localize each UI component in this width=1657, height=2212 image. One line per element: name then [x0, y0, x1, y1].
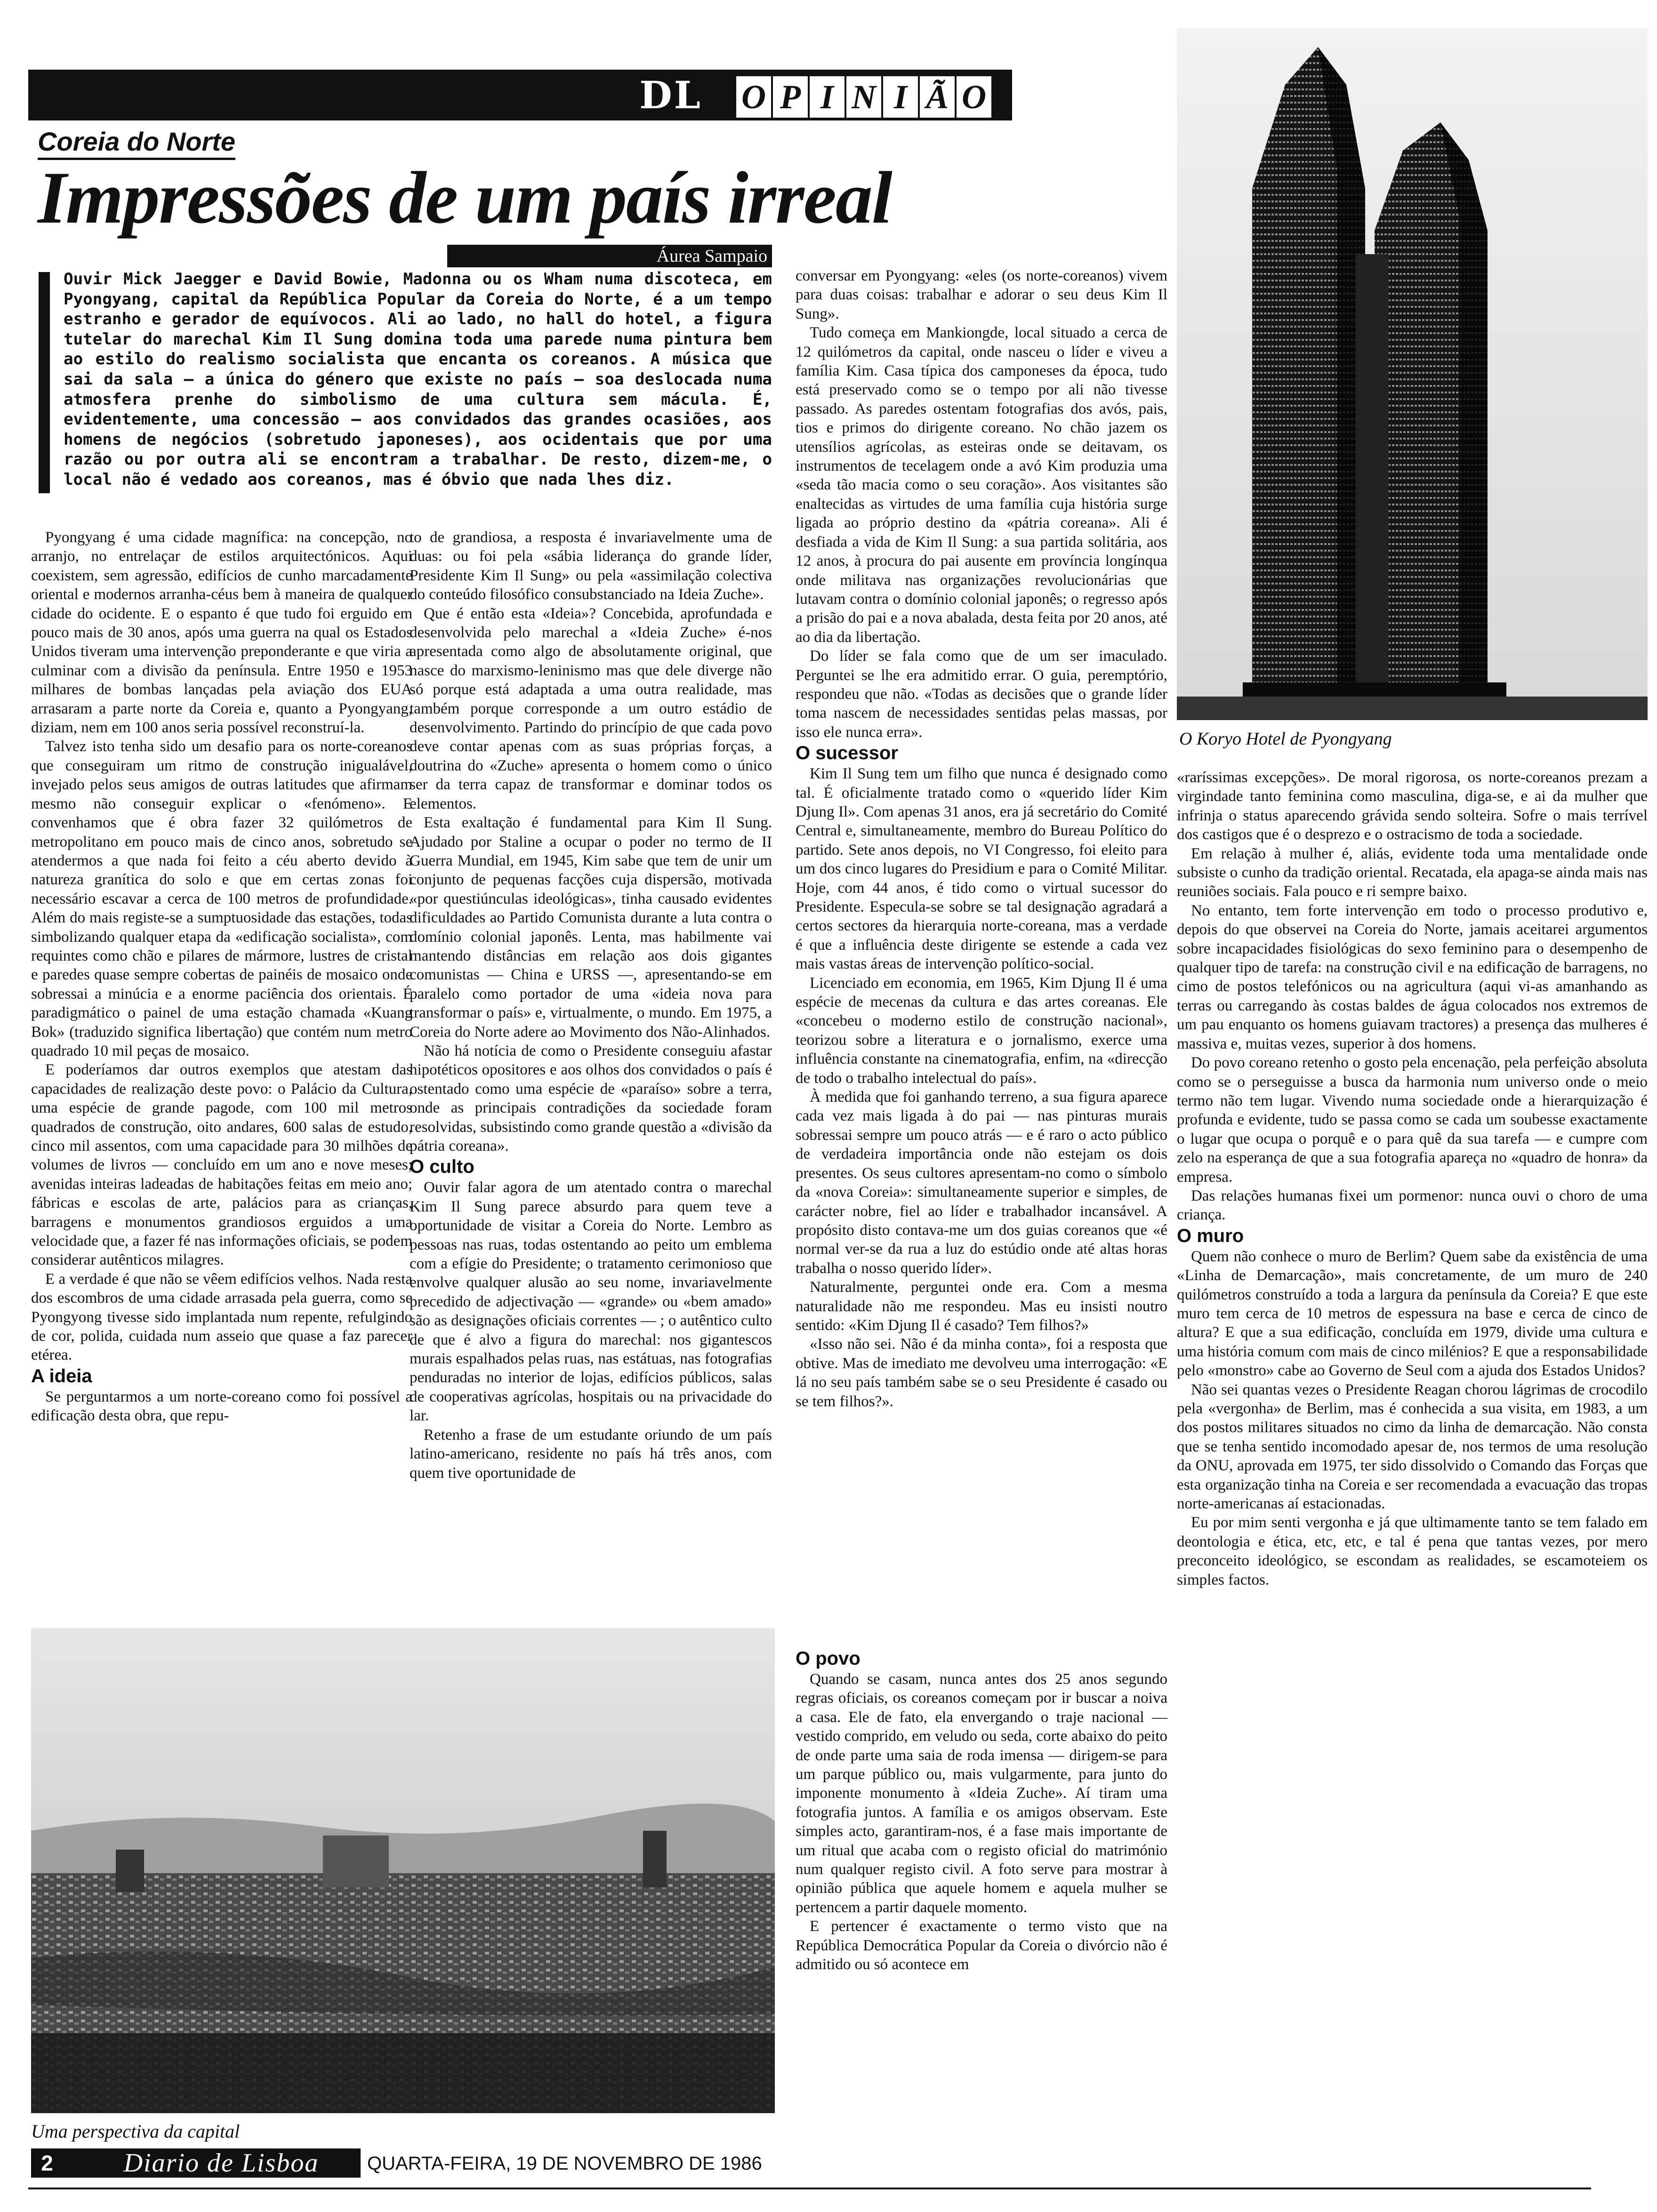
- paragraph: Kim Il Sung tem um filho que nunca é designado como tal. É oficialmente tratado como o «querido líder Kim Djung Il». Com apenas 31 anos, era já secretário do Comité Central e, simultaneamente, membro do Bureau Político do partido. Sete anos depois, no VI Congresso, foi eleito para um dos cinco lugares do Presidium e para o Comité Militar. Hoje, com 44 anos, é tido como o virtual sucessor do Presidente. Especula-se sobre se tal designação agradará a certos sectores da hierarquia norte-coreana, mas a verdade é que a influência deste dirigente se estende a cada vez mais vastas áreas de intervenção político-social.: [796, 765, 1167, 973]
- article-column-4: [796, 1647, 1167, 1974]
- subheading: O culto: [410, 1156, 475, 1178]
- paragraph: Não há notícia de como o Presidente conseguiu afastar hipotéticos opositores e aos olhos dos convidados o país é ostentado como uma espécie de «paraíso» sobre a terra, onde as principais contradições da sociedade foram resolvidas, subsistindo como grande questão a «divisão da pátria coreana».: [410, 1042, 772, 1154]
- section-title-letter: O: [734, 74, 773, 120]
- paragraph: Licenciado em economia, em 1965, Kim Djung Il é uma espécie de mecenas da cultura e das artes coreanas. Ele «concebeu o moderno estilo de construção nacional», teorizou sobre a literatura e o jornalismo, exerce uma influência constante na cinematografia, enfim, na «direcção de todo o trabalho intelectual do país».: [796, 974, 1167, 1087]
- paragraph: Naturalmente, perguntei onde era. Com a mesma naturalidade não me respondeu. Mas eu insisti noutro sentido: «Kim Djung Il é casado? Tem filhos?»: [796, 1279, 1167, 1334]
- paragraph: E poderíamos dar outros exemplos que atestam das capacidades de realização deste povo: o Palácio da Cultura, uma espécie de grande pagode, com 100 mil metros quadrados de construção, oito andares, 600 salas de estudo, cinco mil assentos, com uma capacidade para 30 milhões de volumes de livros — concluído em um ano e nove meses; avenidas inteiras ladeadas de habitações feitas em meio ano; fábricas e escolas de arte, palácios para as crianças, barragens e monumentos grandiosos erguidos a uma velocidade que, a fazer fé nas informações oficiais, se podem considerar autênticos milagres.: [31, 1061, 412, 1269]
- paragraph: Quando se casam, nunca antes dos 25 anos segundo regras oficiais, os coreanos começam por ir buscar a noiva a casa. Ele de fato, ela envergando o traje nacional — vestido comprido, em veludo ou seda, corte abaixo do peito de onde parte uma saia de roda imensa — dirigem-se para um parque público ou, mais vulgarmente, para junto do imponente monumento à «Ideia Zuche». Aí tiram uma fotografia juntos. A família e os amigos observam. Este simples acto, garantiram-nos, é a fase mais importante de um ritual que acaba com o registo oficial do matrimónio num qualquer registo civil. A foto serve para mostrar à opinião pública que aquele homem e aquela mulher se pertencem a partir daquele momento.: [796, 1671, 1167, 1916]
- lead-rule: [39, 272, 50, 493]
- article-column-1: [31, 528, 412, 1426]
- paragraph: Que é então esta «Ideia»? Concebida, aprofundada e desenvolvida pelo marechal a «Ideia Zuche» é-nos apresentada como algo de absolutamente original, que nasce do marxismo-leninismo mas que dele diverge não só porque está adaptada a uma outra realidade, mas também porque corresponde a um outro estádio de desenvolvimento. Partindo do princípio de que cada povo deve contar apenas com as suas próprias forças, a doutrina do «Zuche» apresenta o homem como o único ser da terra capaz de transformar e dominar todos os elementos.: [410, 605, 772, 812]
- paragraph: Retenho a frase de um estudante oriundo de um país latino-americano, residente no país há três anos, com quem tive oportunidade de: [410, 1426, 772, 1482]
- paragraph: «Isso não sei. Não é da minha conta», foi a resposta que obtive. Mas de imediato me devolveu uma interrogação: «E lá no seu país também sabe se o seu Presidente é casado ou se tem filhos?».: [796, 1336, 1167, 1410]
- photo-caption: O Koryo Hotel de Pyongyang: [1179, 729, 1392, 749]
- paragraph: Não sei quantas vezes o Presidente Reagan chorou lágrimas de crocodilo pela «vergonha» de Berlim, mas é conhecida a sua visita, em 1983, a um dos postos militares situados no cimo da linha de demarcação. Não consta que se tenha sentido incomodado apesar de, nos termos de uma resolução da ONU, aprovada em 1975, ter sido dissolvido o Comando das Forças que esta organização tinha na Coreia e ser recomendada a evacuação das tropas norte-americanas aí estacionadas.: [1177, 1381, 1648, 1513]
- paragraph: «raríssimas excepções». De moral rigorosa, os norte-coreanos prezam a virgindade tanto feminina como masculina, diga-se, e ai da mulher que infrinja o status aparecendo grávida sendo solteira. Sofre o mais terrível dos castigos que é o desprezo e o ostracismo de toda a sociedade.: [1177, 769, 1648, 843]
- paragraph: Talvez isto tenha sido um desafio para os norte-coreanos que conseguiram um ritmo de construção inigualável, invejado pelos seus amigos de outras latitudes que afirmam mesmo não conseguir explicar o «fenómeno». E convenhamos que é obra fazer 32 quilómetros de metropolitano em pouco mais de cinco anos, sobretudo se atendermos a que nada foi feito a céu aberto devido à natureza granítica do solo e que em certas zonas foi necessário escavar a cerca de 100 metros de profundidade. Além do mais registe-se a sumptuosidade das estações, todas simbolizando qualquer etapa da «edificação socialista», com requintes como chão e pilares de mármore, lustres de cristal e paredes quase sempre cobertas de painéis de mosaico onde sobressai a minúcia e a enorme paciência dos orientais. É paradigmático o painel de uma estação chamada «Kuang Bok» (traduzido significa libertação) que contém num metro quadrado 10 mil peças de mosaico.: [31, 738, 412, 1059]
- paragraph: E pertencer é exactamente o termo visto que na República Democrática Popular da Coreia o divórcio não é admitido ou só acontece em: [796, 1918, 1167, 1973]
- section-title-letter: P: [771, 74, 810, 120]
- photo-caption: Uma perspectiva da capital: [31, 2121, 240, 2142]
- paragraph: Pyongyang é uma cidade magnífica: na concepção, no arranjo, no entrelaçar de estilos arquitectónicos. Aqui coexistem, sem agressão, edifícios de cunho marcadamente oriental e modernos arranha-céus bem à maneira de qualquer cidade do ocidente. E o espanto é que tudo foi erguido em pouco mais de 30 anos, após uma guerra na qual os Estados Unidos tiveram uma intervenção preponderante e que viria a culminar com a divisão da península. Entre 1950 e 1953 milhares de bombas lançadas pela aviação dos EUA arrasaram a parte norte da Coreia e, quanto a Pyongyang, diziam, nem em 100 anos seria possível reconstruí-la.: [31, 529, 412, 737]
- paragraph: E a verdade é que não se vêem edifícios velhos. Nada resta dos escombros de uma cidade arrasada pela guerra, como se Pyongyong tivesse sido implantada num repente, refulgindo de cor, polida, cuidada num asseio que quase a faz parecer etérea.: [31, 1270, 412, 1364]
- article-column-5: [1177, 768, 1648, 1589]
- paragraph: to de grandiosa, a resposta é invariavelmente uma de duas: ou foi pela «sábia liderança do grande líder, Presidente Kim Il Sung» ou pela «assimilação colectiva do conteúdo filosófico consubstanciado na Ideia Zuche».: [410, 529, 772, 603]
- subheading: A ideia: [31, 1365, 92, 1387]
- headline: Impressões de um país irreal: [38, 157, 892, 239]
- paragraph: Ouvir falar agora de um atentado contra o marechal Kim Il Sung parece absurdo para quem teve a oportunidade de visitar a Coreia do Norte. Lembro as pessoas nas ruas, todas ostentando ao peito um emblema com a efígie do Presidente; o tratamento cerimonioso que envolve qualquer alusão ao seu nome, invariavelmente precedido de adjectivação — «grande» ou «bem amado» são as designações oficiais correntes — ; o autêntico culto de que é alvo a figura do marechal: nos gigantescos murais espalhados pelas ruas, nas estátuas, nas fotografias penduradas no interior de lojas, edifícios públicos, salas de cooperativas agrícolas, hospitais ou na privacidade do lar.: [410, 1179, 772, 1425]
- paragraph: Do povo coreano retenho o gosto pela encenação, pela perfeição absoluta como se o perseguisse a busca da harmonia num universo onde o meio termo não tem lugar. Vivendo numa sociedade onde a hierarquização é profunda e evidente, tudo se passa como se cada um soubesse exactamente o lugar que ocupa o porquê e o para quê da sua tarefa — e cumpre com zelo na esperança de que a sua fotografia apareça no «quadro de honra» da empresa.: [1177, 1054, 1648, 1186]
- paragraph: No entanto, tem forte intervenção em todo o processo produtivo e, depois do que observei na Coreia do Norte, jamais aceitarei argumentos sobre incapacidades fisiológicas do sexo feminino para o desempenho de qualquer tipo de tarefa: na construção civil e na edificação de barragens, no cimo de postos telefónicos ou na agricultura (aqui vi-as amanhando as terras ou carregando às costas baldes de água colocados nos extremos de um pau enquanto os homens guiavam tractores) a presença das mulheres é massiva e, muitas vezes, superior à dos homens.: [1177, 902, 1648, 1052]
- lead-paragraph: Ouvir Mick Jaegger e David Bowie, Madonna ou os Wham numa discoteca, em Pyongyang, capital da República Popular da Coreia do Norte, é a um tempo estranho e gerador de equívocos. Ali ao lado, no hall do hotel, a figura tutelar do marechal Kim Il Sung domina toda uma parede numa pintura bem ao estilo do realismo socialista que encanta os coreanos. A música que sai da sala — a única do género que existe no país — soa deslocada numa atmosfera prenhe do simbolismo de uma cultura sem mácula. É, evidentemente, uma concessão — aos convidados das grandes ocasiões, aos homens de negócios (sobretudo japoneses), aos ocidentais que por uma razão ou por outra ali se encontram a trabalhar. De resto, dizem-me, o local não é vedado aos coreanos, mas é óbvio que nada lhes diz.: [64, 270, 772, 489]
- section-title-letter: I: [881, 74, 920, 120]
- article-column-2: [410, 528, 772, 1483]
- dateline: QUARTA-FEIRA, 19 DE NOVEMBRO DE 1986: [367, 2153, 762, 2174]
- capital-photo: [31, 1628, 775, 2113]
- paragraph: Das relações humanas fixei um pormenor: nunca ouvi o choro de uma criança.: [1177, 1187, 1648, 1224]
- subheading: O sucessor: [796, 743, 898, 764]
- section-title-letter: O: [955, 74, 993, 120]
- hotel-photo: [1177, 28, 1648, 720]
- subheading: O muro: [1177, 1225, 1244, 1246]
- section-title: [734, 74, 991, 117]
- page-number: 2: [41, 2151, 53, 2175]
- paragraph: Quem não conhece o muro de Berlim? Quem sabe da existência de uma «Linha de Demarcação», mais concretamente, de um muro de 240 quilómetros construído a toda a largura da península da Coreia? E que este muro tem cerca de 10 metros de espessura na base e cerca de cinco de altura? E que a sua edificação, concluída em 1979, divide uma cultura e uma história comum com mais de cinco milénios? E que a responsabilidade pelo «monstro» cabe ao Governo de Seul com a ajuda dos Estados Unidos?: [1177, 1248, 1648, 1379]
- paragraph: Do líder se fala como que de um ser imaculado. Perguntei se lhe era admitido errar. O guia, peremptório, respondeu que não. «Todas as decisões que o grande líder toma nascem de necessidades sentidas pelas massas, por isso ele nunca erra».: [796, 648, 1167, 741]
- section-title-letter: I: [808, 74, 846, 120]
- topic-label: Coreia do Norte: [38, 126, 235, 160]
- section-title-letter: Ã: [918, 74, 957, 120]
- paragraph: Se perguntarmos a um norte-coreano como foi possível a edificação desta obra, que repu-: [31, 1388, 412, 1425]
- paragraph: Em relação à mulher é, aliás, evidente toda uma mentalidade onde subsiste o cunho da tradição oriental. Recatada, ela apaga-se ainda mais nas reuniões sociais. Fala pouco e ri sempre baixo.: [1177, 845, 1648, 900]
- paragraph: À medida que foi ganhando terreno, a sua figura aparece cada vez mais ligada à do pai — nas pinturas murais sobressai sempre um pouco atrás — e é raro o acto público de verdadeira importância onde não estejam os dois presentes. Os seus cultores apresentam-no como o símbolo da «nova Coreia»: simultaneamente superior e simples, de carácter nobre, fiel ao líder e trabalhador incansável. A propósito disto contava-me um dos guias coreanos que «é normal ver-se da rua a luz do estúdio onde até altas horas trabalha o nosso querido líder».: [796, 1089, 1167, 1277]
- masthead: Diario de Lisboa: [123, 2148, 319, 2178]
- paragraph: conversar em Pyongyang: «eles (os norte-coreanos) vivem para duas coisas: trabalhar e adorar o seu deus Kim Il Sung».: [796, 267, 1167, 322]
- paragraph: Esta exaltação é fundamental para Kim Il Sung. Ajudado por Staline a ocupar o poder no termo de II Guerra Mundial, em 1945, Kim sabe que tem de unir um conjunto de pequenas facções cuja dispersão, motivada «por questiúnculas ideológicas», tinha causado evidentes dificuldades ao Partido Comunista durante a luta contra o domínio colonial japonês. Lenta, mas habilmente vai mantendo distâncias em relação aos dois gigantes comunistas — China e URSS —, apresentando-se em paralelo como portador de uma «ideia nova para transformar o país» e, virtualmente, o mundo. Em 1975, a Coreia do Norte adere ao Movimento dos Não-Alinhados.: [410, 814, 772, 1041]
- author-byline: Áurea Sampaio: [656, 246, 767, 266]
- paragraph: Eu por mim senti vergonha e já que ultimamente tanto se tem falado em deontologia e ética, etc, etc, e tal é pena que tantas vezes, por mero preconceito ideológico, se escondam as realidades, se escamoteiem os simples factos.: [1177, 1514, 1648, 1588]
- paragraph: Tudo começa em Mankiongde, local situado a cerca de 12 quilómetros da capital, onde nasceu o líder e viveu a família Kim. Casa típica dos camponeses da época, tudo está preservado como se o tempo por ali não tivesse passado. As paredes ostentam fotografias dos avós, pais, tios e primos do dirigente coreano. No chão jazem os utensílios agrícolas, as esteiras onde se deitavam, os instrumentos de tecelagem onde a avó Kim produzia uma «seda tão macia como o seu coração». Aos visitantes são enaltecidas as virtudes de uma família cuja história surge ligada ao próprio destino da «pátria coreana». Ali é desfiada a vida de Kim Il Sung: a sua partida solitária, aos 12 anos, à procura do pai ausente em província longínqua onde militava nas organizações revolucionárias que lutavam contra o domínio colonial japonês; o regresso após a prisão do pai e a nova abalada, desta feita por 20 anos, até ao dia da libertação.: [796, 324, 1167, 646]
- section-title-letter: N: [845, 74, 883, 120]
- article-column-3: [796, 266, 1167, 1411]
- subheading: O povo: [796, 1648, 861, 1669]
- bottom-rule: [28, 2188, 1591, 2189]
- section-logo: DL: [639, 73, 702, 117]
